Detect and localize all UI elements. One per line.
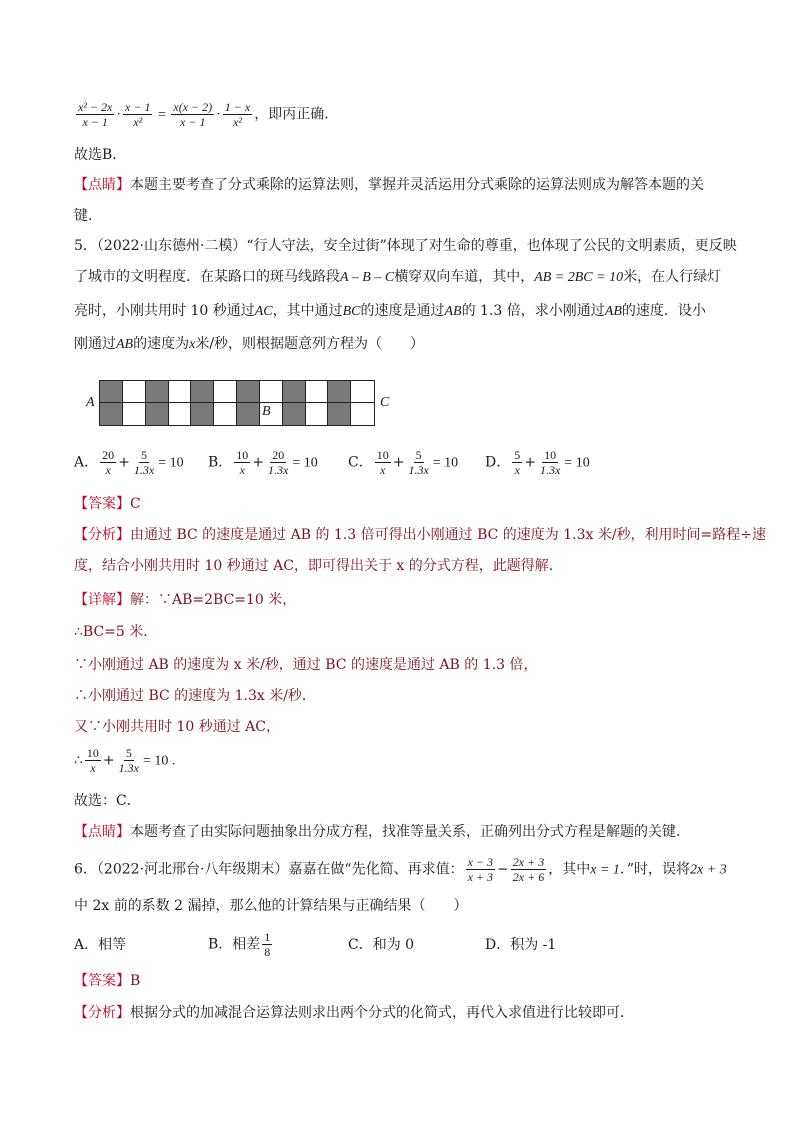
q6-analysis: 【分析】根据分式的加减混合运算法则求出两个分式的化简式，再代入求值进行比较即可． bbox=[74, 1005, 634, 1021]
q5-detail-3: ∵小刚通过 AB 的速度为 x 米/秒，通过 BC 的速度是通过 AB 的 1.3 倍， bbox=[74, 657, 538, 673]
figure-label-b: B bbox=[262, 404, 271, 419]
q5-detail-6: ∴ $\frac{10}{x}$ + $\frac{5}{1.3x}$ = 10 . bbox=[74, 746, 176, 775]
q6-option-d: D．积为 -1 bbox=[485, 937, 557, 953]
q6-line1: 6．（2022·河北邢台·八年级期末）嘉嘉在做“先化简、再求值： $\frac{x - 3}{x + 3}$ − $\frac{2x + 3}{2x + 6}$ ，其中x = 1．”时，误将2x + 3 bbox=[74, 855, 727, 884]
fraction: $\frac{x(x - 2)}{x - 1}$ bbox=[173, 100, 213, 129]
q6-line2: 中 2x 前的系数 2 漏掉，那么他的计算结果与正确结果（ ） bbox=[74, 898, 468, 914]
top-conclusion: 故选B． bbox=[74, 147, 127, 163]
q5-choose: 故选：C． bbox=[74, 793, 141, 809]
q5-detail: 【详解】解：∵AB=2BC=10 米， bbox=[74, 592, 297, 608]
fraction: $\frac{\text{x² − 2x}}{x - 1}$ bbox=[78, 100, 113, 129]
q5-line3: 亮时，小刚共用时 10 秒通过AC，其中通过BC的速度是通过AB的 1.3 倍，求小刚通过AB的速度．设小 bbox=[74, 303, 706, 319]
figure-label-a: A bbox=[86, 395, 95, 410]
q5-analysis: 【分析】由通过 BC 的速度是通过 AB 的 1.3 倍可得出小刚通过 BC 的速度为 1.3x 米/秒，利用时间=路程÷速 bbox=[74, 527, 767, 543]
q5-line1: 5．（2022·山东德州·二模）“行人守法，安全过街”体现了对生命的尊重，也体现了公民的文明素质，更反映 bbox=[74, 238, 737, 254]
top-comment-cont: 键． bbox=[74, 208, 102, 224]
fraction: $\frac{x - 1}{\text{x²}}$ bbox=[125, 100, 151, 129]
q5-line4: 刚通过AB的速度为x米/秒，则根据题意列方程为（ ） bbox=[74, 336, 425, 352]
q5-option-b: B． $\frac{10}{x}$ + $\frac{20}{1.3x}$ = 10 bbox=[208, 448, 318, 477]
top-comment: 【点睛】本题主要考查了分式乘除的运算法则，掌握并灵活运用分式乘除的运算法则成为解答本题的关 bbox=[74, 177, 704, 193]
q6-option-a: A．相等 bbox=[74, 937, 127, 953]
q5-answer: 【答案】C bbox=[74, 496, 141, 512]
comment-tag: 【点睛】 bbox=[74, 177, 130, 193]
q5-option-c: C． $\frac{10}{x}$ + $\frac{5}{1.3x}$ = 10 bbox=[348, 448, 459, 477]
q5-analysis-cont: 度，结合小刚共用时 10 秒通过 AC，即可得出关于 x 的分式方程，此题得解． bbox=[74, 558, 563, 574]
q6-option-b: B．相差 $\frac{1}{8}$ bbox=[208, 930, 271, 959]
q6-option-c: C．和为 0 bbox=[348, 937, 415, 953]
q5-option-a: A． $\frac{20}{x}$ + $\frac{5}{1.3x}$ = 10 bbox=[74, 448, 184, 477]
top-prefix-text: ，即丙正确． bbox=[254, 106, 339, 123]
q5-detail-2: ∴BC=5 米． bbox=[74, 624, 158, 640]
figure-label-c: C bbox=[380, 395, 390, 410]
q5-line2: 了城市的文明程度．在某路口的斑马线路段A – B – C横穿双向车道，其中，AB = 2BC = 10米，在人行绿灯 bbox=[74, 269, 722, 285]
q5-detail-5: 又∵小刚共用时 10 秒通过 AC， bbox=[74, 719, 280, 735]
q5-option-d: D． $\frac{5}{x}$ + $\frac{10}{1.3x}$ = 10 bbox=[485, 448, 590, 477]
q5-comment: 【点睛】本题考查了由实际问题抽象出分成方程，找准等量关系，正确列出分式方程是解题的关键． bbox=[74, 824, 690, 840]
q5-detail-4: ∴小刚通过 BC 的速度为 1.3x 米/秒． bbox=[74, 688, 316, 704]
top-equation-line: $\frac{\text{x² − 2x}}{x - 1}$ · $\frac{x - 1}{\text{x²}}$ = $\frac{x(x - 2)}{x - 1}$ · $\frac{1 - x}{\text{x²}}$ ，即丙正确． bbox=[78, 100, 339, 129]
crosswalk-figure bbox=[99, 380, 375, 426]
fraction: $\frac{1 - x}{\text{x²}}$ bbox=[224, 100, 251, 129]
q6-answer: 【答案】B bbox=[74, 973, 141, 989]
